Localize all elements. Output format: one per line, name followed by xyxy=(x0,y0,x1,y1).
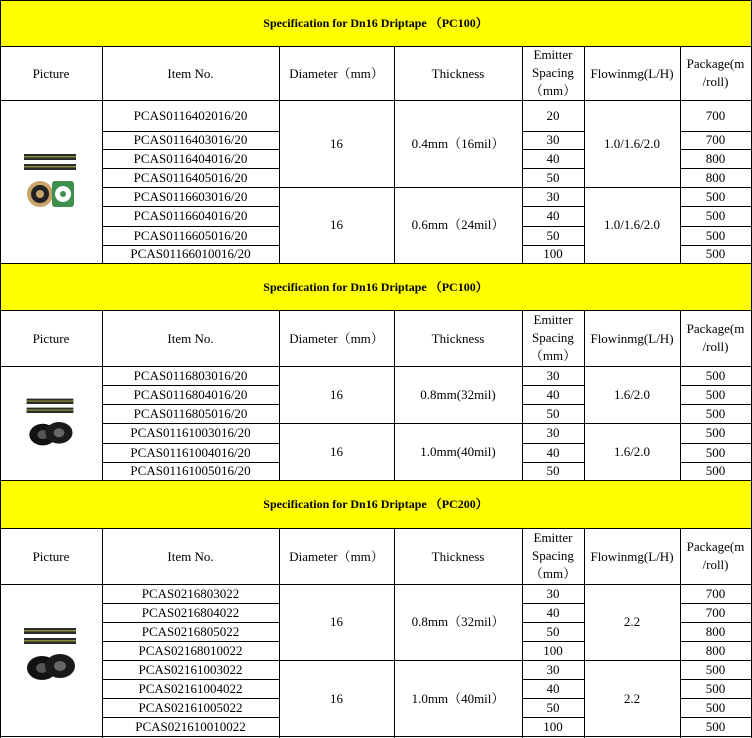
item-number: PCAS0116605016/20 xyxy=(133,227,248,243)
row-divider xyxy=(102,462,280,463)
row-divider xyxy=(0,0,752,1)
header-line: Package(m xyxy=(686,539,745,554)
header-picture: Picture xyxy=(32,330,70,346)
item-number: PCAS0116405016/20 xyxy=(133,169,248,185)
emitter-spacing-value: 100 xyxy=(543,642,563,658)
header-line: /roll) xyxy=(702,339,729,354)
header-picture: Picture xyxy=(32,65,70,81)
column-divider xyxy=(394,310,395,481)
thickness-value: 0.6mm（24mil） xyxy=(411,217,505,232)
header-item-no: Item No. xyxy=(167,548,214,564)
header-line: Spacing xyxy=(532,548,574,563)
thickness-value: 1.0mm（40mil） xyxy=(411,690,505,706)
emitter-spacing-value: 30 xyxy=(546,132,560,147)
header-line: Emitter xyxy=(533,47,573,62)
column-divider xyxy=(680,310,681,481)
package-value: 800 xyxy=(705,150,726,166)
emitter-spacing-value: 40 xyxy=(546,150,560,166)
flow-value: 2.2 xyxy=(623,614,641,629)
item-number: PCAS0116804016/20 xyxy=(133,386,248,402)
emitter-spacing-value: 50 xyxy=(546,405,560,421)
driptape-rolls-photo xyxy=(22,150,78,210)
package-value: 500 xyxy=(705,405,726,421)
item-number: PCAS02161004022 xyxy=(138,680,243,696)
package-value: 800 xyxy=(705,642,726,658)
item-number: PCAS02161003022 xyxy=(138,661,243,677)
row-divider xyxy=(102,660,752,661)
header-line: Package(m xyxy=(686,56,745,71)
column-divider xyxy=(584,46,585,264)
emitter-spacing-value: 50 xyxy=(546,623,560,639)
package-value: 500 xyxy=(705,367,726,383)
emitter-spacing-value: 50 xyxy=(546,169,560,185)
row-divider xyxy=(102,698,280,699)
column-divider xyxy=(522,310,523,481)
diameter-value: 16 xyxy=(330,386,343,402)
row-divider xyxy=(522,168,585,169)
flow-value: 1.0/1.6/2.0 xyxy=(604,135,660,151)
row-divider xyxy=(102,443,280,444)
column-divider xyxy=(279,310,280,481)
package-value: 700 xyxy=(705,132,726,147)
column-divider xyxy=(522,46,523,264)
section-title: Specification for Dn16 Driptape （PC100） xyxy=(0,0,751,46)
header-line: /roll) xyxy=(702,557,729,572)
item-number: PCAS01166010016/20 xyxy=(130,246,251,261)
diameter-value: 16 xyxy=(330,443,343,459)
row-divider xyxy=(680,226,752,227)
column-divider xyxy=(394,528,395,738)
row-divider xyxy=(680,404,752,405)
emitter-spacing-value: 20 xyxy=(546,107,560,123)
column-divider xyxy=(0,480,1,738)
column-divider xyxy=(0,263,1,481)
package-value: 500 xyxy=(705,680,726,696)
row-divider xyxy=(0,46,752,47)
row-divider xyxy=(680,679,752,680)
diameter-value: 16 xyxy=(330,690,343,706)
thickness-value: 0.8mm（32mil） xyxy=(411,614,505,629)
row-divider xyxy=(522,385,585,386)
package-value: 500 xyxy=(705,444,726,460)
header-diameter: Diameter（mm） xyxy=(289,548,384,564)
header-line: Emitter xyxy=(533,312,573,327)
package-value: 500 xyxy=(705,699,726,715)
item-number: PCAS0116404016/20 xyxy=(133,150,248,166)
column-divider xyxy=(584,528,585,738)
header-flow: Flowinmg(L/H) xyxy=(590,548,674,564)
package-value: 500 xyxy=(705,719,726,734)
row-divider xyxy=(680,443,752,444)
header-package xyxy=(680,46,751,100)
row-divider xyxy=(102,131,280,132)
emitter-spacing-value: 40 xyxy=(546,604,560,620)
flow-value: 1.6/2.0 xyxy=(613,386,651,402)
column-divider xyxy=(522,528,523,738)
item-number: PCAS01161005016/20 xyxy=(130,463,251,478)
row-divider xyxy=(0,366,752,367)
flow-value: 2.2 xyxy=(623,690,641,706)
item-number: PCAS0216803022 xyxy=(141,585,240,601)
column-divider xyxy=(102,528,103,738)
header-line: /roll) xyxy=(702,74,729,89)
row-divider xyxy=(522,443,585,444)
diameter-value: 16 xyxy=(330,217,343,232)
emitter-spacing-value: 30 xyxy=(546,188,560,204)
column-divider xyxy=(279,46,280,264)
row-divider xyxy=(102,717,280,718)
header-thickness: Thickness xyxy=(431,330,485,346)
column-divider xyxy=(279,528,280,738)
diameter-value: 16 xyxy=(330,614,343,629)
emitter-spacing-value: 30 xyxy=(546,585,560,601)
row-divider xyxy=(680,149,752,150)
diameter-value: 16 xyxy=(330,135,343,151)
row-divider xyxy=(102,622,280,623)
item-number: PCAS0116403016/20 xyxy=(133,132,248,147)
package-value: 700 xyxy=(705,585,726,601)
item-number: PCAS0116603016/20 xyxy=(133,188,248,204)
emitter-spacing-value: 40 xyxy=(546,680,560,696)
row-divider xyxy=(680,603,752,604)
row-divider xyxy=(0,310,752,311)
row-divider xyxy=(0,263,752,264)
header-item-no: Item No. xyxy=(167,330,214,346)
row-divider xyxy=(0,100,752,101)
emitter-spacing-value: 50 xyxy=(546,699,560,715)
row-divider xyxy=(102,149,280,150)
row-divider xyxy=(102,187,752,188)
row-divider xyxy=(102,226,280,227)
header-item-no: Item No. xyxy=(167,65,214,81)
row-divider xyxy=(680,168,752,169)
row-divider xyxy=(0,480,752,481)
package-value: 700 xyxy=(705,604,726,620)
emitter-spacing-value: 50 xyxy=(546,227,560,243)
header-line: Spacing xyxy=(532,65,574,80)
row-divider xyxy=(522,622,585,623)
header-line: Package(m xyxy=(686,321,745,336)
black-coil-photo xyxy=(22,395,78,449)
row-divider xyxy=(680,462,752,463)
row-divider xyxy=(102,641,280,642)
row-divider xyxy=(680,245,752,246)
row-divider xyxy=(102,168,280,169)
row-divider xyxy=(680,131,752,132)
item-number: PCAS0216804022 xyxy=(141,604,240,620)
emitter-spacing-value: 40 xyxy=(546,444,560,460)
item-number: PCAS02168010022 xyxy=(138,642,243,658)
row-divider xyxy=(0,528,752,529)
row-divider xyxy=(522,462,585,463)
header-line: （mm） xyxy=(529,566,577,581)
header-thickness: Thickness xyxy=(431,65,485,81)
section-title: Specification for Dn16 Driptape （PC200） xyxy=(0,480,751,528)
package-value: 500 xyxy=(705,386,726,402)
row-divider xyxy=(680,641,752,642)
package-value: 800 xyxy=(705,169,726,185)
row-divider xyxy=(102,245,280,246)
row-divider xyxy=(522,641,585,642)
column-divider xyxy=(0,0,1,264)
header-diameter: Diameter（mm） xyxy=(289,330,384,346)
row-divider xyxy=(0,584,752,585)
header-emitter-spacing xyxy=(522,46,584,100)
row-divider xyxy=(522,717,585,718)
emitter-spacing-value: 40 xyxy=(546,386,560,402)
emitter-spacing-value: 30 xyxy=(546,425,560,440)
row-divider xyxy=(102,679,280,680)
row-divider xyxy=(680,206,752,207)
package-value: 700 xyxy=(705,107,726,123)
header-emitter-spacing xyxy=(522,310,584,366)
row-divider xyxy=(522,245,585,246)
column-divider xyxy=(102,310,103,481)
row-divider xyxy=(522,206,585,207)
row-divider xyxy=(522,404,585,405)
item-number: PCAS0216805022 xyxy=(141,623,240,639)
header-line: （mm） xyxy=(529,348,577,363)
row-divider xyxy=(522,603,585,604)
black-coil-photo xyxy=(22,620,78,688)
package-value: 500 xyxy=(705,188,726,204)
row-divider xyxy=(102,603,280,604)
thickness-value: 1.0mm(40mil) xyxy=(420,443,496,459)
item-number: PCAS0116803016/20 xyxy=(133,367,248,383)
package-value: 500 xyxy=(705,208,726,223)
row-divider xyxy=(102,385,280,386)
package-value: 500 xyxy=(705,425,726,440)
section-title: Specification for Dn16 Driptape （PC100） xyxy=(0,263,751,310)
row-divider xyxy=(522,698,585,699)
item-number: PCAS02161005022 xyxy=(138,699,243,715)
column-divider xyxy=(680,46,681,264)
column-divider xyxy=(102,46,103,264)
header-package xyxy=(680,310,751,366)
item-number: PCAS01161003016/20 xyxy=(130,425,251,440)
header-package xyxy=(680,528,751,584)
row-divider xyxy=(522,131,585,132)
thickness-value: 0.8mm(32mil) xyxy=(420,386,496,402)
item-number: PCAS0116805016/20 xyxy=(133,405,248,421)
item-number: PCAS0116604016/20 xyxy=(133,208,248,223)
row-divider xyxy=(522,679,585,680)
row-divider xyxy=(680,698,752,699)
emitter-spacing-value: 50 xyxy=(546,463,560,478)
row-divider xyxy=(680,385,752,386)
header-diameter: Diameter（mm） xyxy=(289,65,384,81)
emitter-spacing-value: 100 xyxy=(543,719,563,734)
column-divider xyxy=(680,528,681,738)
row-divider xyxy=(680,717,752,718)
row-divider xyxy=(102,404,280,405)
package-value: 500 xyxy=(705,661,726,677)
column-divider xyxy=(584,310,585,481)
header-emitter-spacing xyxy=(522,528,584,584)
header-line: Emitter xyxy=(533,530,573,545)
emitter-spacing-value: 30 xyxy=(546,367,560,383)
row-divider xyxy=(522,149,585,150)
header-line: （mm） xyxy=(529,83,577,98)
flow-value: 1.0/1.6/2.0 xyxy=(604,217,660,232)
emitter-spacing-value: 40 xyxy=(546,208,560,223)
flow-value: 1.6/2.0 xyxy=(613,443,651,459)
emitter-spacing-value: 100 xyxy=(543,246,563,261)
emitter-spacing-value: 30 xyxy=(546,661,560,677)
row-divider xyxy=(680,622,752,623)
package-value: 500 xyxy=(705,246,726,261)
header-flow: Flowinmg(L/H) xyxy=(590,330,674,346)
column-divider xyxy=(394,46,395,264)
header-line: Spacing xyxy=(532,330,574,345)
header-thickness: Thickness xyxy=(431,548,485,564)
package-value: 800 xyxy=(705,623,726,639)
row-divider xyxy=(102,423,752,424)
package-value: 500 xyxy=(705,227,726,243)
header-picture: Picture xyxy=(32,548,70,564)
row-divider xyxy=(522,226,585,227)
item-number: PCAS01161004016/20 xyxy=(130,444,251,460)
item-number: PCAS021610010022 xyxy=(135,719,246,734)
header-flow: Flowinmg(L/H) xyxy=(590,65,674,81)
item-number: PCAS0116402016/20 xyxy=(133,107,248,123)
thickness-value: 0.4mm（16mil） xyxy=(411,135,505,151)
package-value: 500 xyxy=(705,463,726,478)
row-divider xyxy=(102,206,280,207)
